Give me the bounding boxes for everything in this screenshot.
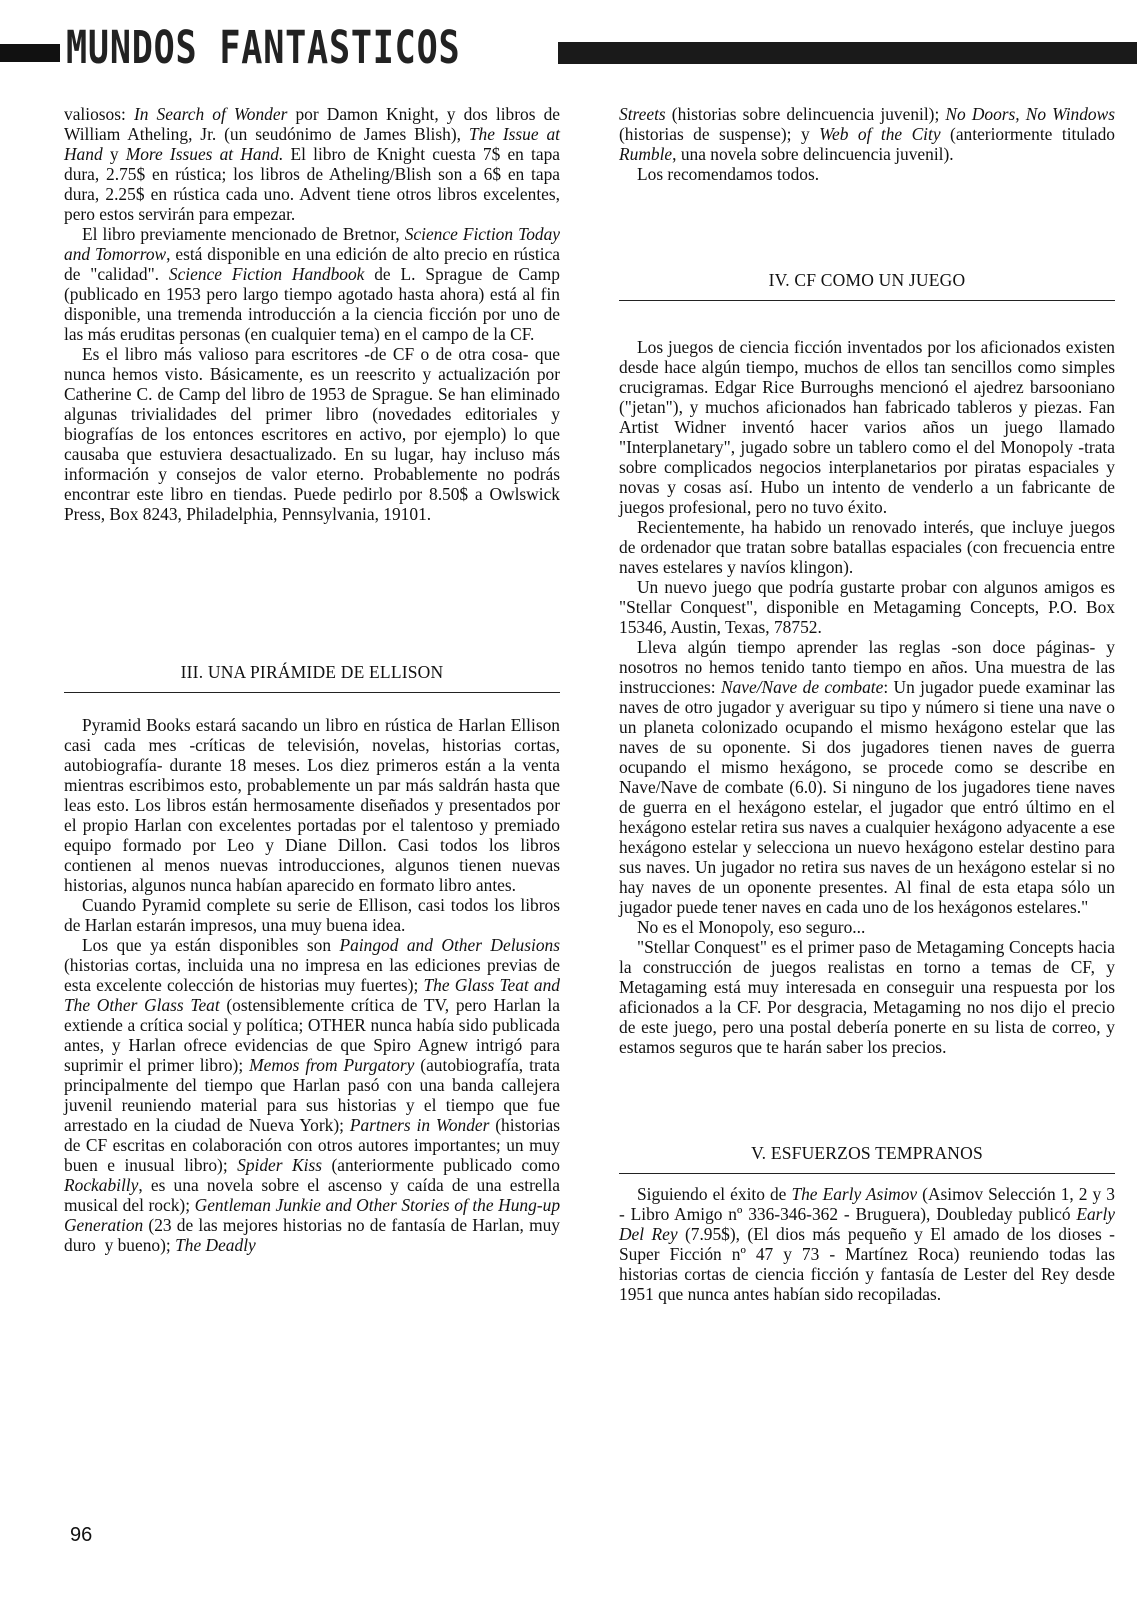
paragraph: Recientemente, ha habido un renovado interés, que incluye juegos de ordenador que tratan sobre batallas espaciales (con frecuencia entre naves estelares y navíos klingon). — [619, 517, 1115, 577]
section-heading: III. UNA PIRÁMIDE DE ELLISON — [180, 662, 444, 682]
paragraph: Lleva algún tiempo aprender las reglas -son doce páginas- y nosotros no hemos tenido tanto tiempo en años. Una muestra de las instrucciones: Nave/Nave de combate: Un jugador puede examinar las naves de otro jugador y averiguar su tipo y número si tiene una nave o un planeta colonizado ocupando el mismo hexágono estelar que las naves de su oponente. Si dos jugadores tienen naves de guerra ocupando el mismo hexágono, se procede como se describe en Nave/Nave de combate (6.0). Si ninguno de los jugadores tiene naves de guerra en el hexágono estelar, el jugador que entró último en el hexágono estelar retira sus naves a cualquier hexágono adyacente a ese hexágono estelar y selecciona un nuevo hexágono estelar destino para sus naves. Un jugador no retira sus naves de un hexágono estelar si no hay naves de un oponente presentes. Al final de esta etapa sólo un jugador puede tener naves en cada uno de los hexágonos estelares." — [619, 637, 1115, 917]
paragraph: Pyramid Books estará sacando un libro en rústica de Harlan Ellison casi cada mes -críticas de televisión, novelas, historias cortas, autobiografía- durante 18 meses. Los diez primeros están a la venta mientras escribimos esto, probablemente un par más saldrán hasta que leas esto. Los libros están hermosamente diseñados y presentados por el propio Harlan con excelentes portadas por el talentoso y premiado equipo formado por Leo y Diane Dillon. Casi todos los libros contienen al menos nuevas introducciones, algunos tienen nuevas historias, algunos nunca habían aparecido en formato libro antes. — [64, 715, 560, 895]
paragraph: "Stellar Conquest" es el primer paso de Metagaming Concepts hacia la construcción de juegos realistas en torno a temas de CF, y Metagaming está muy interesada en conseguir una respuesta por los aficionados a la CF. Por desgracia, Metagaming no nos dijo el precio de este juego, pero una postal debería ponerte en su lista de correo, y estamos seguros que te harán saber los precios. — [619, 937, 1115, 1057]
right-column — [619, 104, 1115, 1304]
page-number: 96 — [70, 1524, 93, 1546]
paragraph: Los recomendamos todos. — [637, 164, 820, 184]
paragraph: Streets (historias sobre delincuencia juvenil); No Doors, No Windows (historias de suspense); y Web of the City (anteriormente titulado Rumble, una novela sobre delincuencia juvenil). — [619, 104, 1115, 164]
paragraph: Un nuevo juego que podría gustarte probar con algunos amigos es "Stellar Conquest", disponible en Metagaming Concepts, P.O. Box 15346, Austin, Texas, 78752. — [619, 577, 1115, 637]
paragraph: Los juegos de ciencia ficción inventados por los aficionados existen desde hace algún tiempo, muchos de ellos tan sencillos como simples crucigramas. Edgar Rice Burroughs mencionó el ajedrez barsooniano ("jetan"), y muchos aficionados han fabricado tableros y piezas. Fan Artist Widner inventó hacer varios años un juego llamado "Interplanetary", jugado sobre un tablero como el del Monopoly -trata sobre complicados negocios interplanetarios por piratas espaciales y novas y cosas así. Hubo un intento de venderlo a un fabricante de juegos profesional, pero no tuvo éxito. — [619, 337, 1115, 517]
header-bar-left — [0, 44, 60, 62]
magazine-masthead: MUNDOS FANTASTICOS — [66, 21, 461, 74]
section-heading: V. ESFUERZOS TEMPRANOS — [751, 1143, 983, 1163]
paragraph: Los que ya están disponibles son Paingod and Other Delusions (historias cortas, incluida una no impresa en las ediciones previas de esta excelente colección de historias muy fuertes); The Glass Teat and The Other Glass Teat (ostensiblemente crítica de TV, pero Harlan la extiende a crítica social y política; OTHER nunca había sido publicada antes, y Harlan ofrece evidencias de que Spiro Agnew intrigó para suprimir el primer libro); Memos from Purgatory (autobiografía, trata principalmente del tiempo que Harlan pasó con una banda callejera juvenil reuniendo material para sus historias y el tiempo que fue arrestado en la ciudad de Nueva York); Partners in Wonder (historias de CF escritas en colaboración con otros autores importantes; un muy buen e inusual libro); Spider Kiss (anteriormente publicado como Rockabilly, es una novela sobre el ascenso y caída de una estrella musical del rock); Gentleman Junkie and Other Stories of the Hung-up Generation (23 de las mejores historias no de fantasía de Harlan, muy duro y bueno); The Deadly — [64, 935, 561, 1255]
paragraph: Es el libro más valioso para escritores -de CF o de otra cosa- que nunca hemos visto. Básicamente, es un reescrito y actualización por Catherine C. de Camp del libro de 1953 de Sprague. Se han eliminado algunas trivialidades del primer libro (novedades editoriales y biografías de los entonces escritores en activo, por ejemplo) lo que causaba que estuviera desactualizado. En su lugar, hay incluso más información y consejos de valor eterno. Probablemente no podrás encontrar este libro en tiendas. Puede pedirlo por 8.50$ a Owlswick Press, Box 8243, Philadelphia, Pennsylvania, 19101. — [64, 344, 560, 524]
paragraph: Siguiendo el éxito de The Early Asimov (Asimov Selección 1, 2 y 3 - Libro Amigo nº 336-346-362 - Bruguera), Doubleday publicó Early Del Rey (7.95$), (El dios más pequeño y El amado de los dioses - Super Ficción nº 47 y 73 - Martínez Roca) reuniendo todas las historias cortas de ciencia ficción y fantasía de Lester del Rey desde 1951 que nunca antes habían sido recopiladas. — [619, 1184, 1115, 1304]
section-heading: IV. CF COMO UN JUEGO — [768, 270, 966, 290]
paragraph: valiosos: In Search of Wonder por Damon Knight, y dos libros de William Atheling, Jr. (un seudónimo de James Blish), The Issue at Hand y More Issues at Hand. El libro de Knight cuesta 7$ en tapa dura, 2.75$ en rústica; los libros de Atheling/Blish son a 6$ en tapa dura, 2.25$ en rústica cada uno. Advent tiene otros libros excelentes, pero estos servirán para empezar. — [64, 104, 560, 224]
header-bar-right — [558, 42, 1137, 64]
paragraph: El libro previamente mencionado de Bretnor, Science Fiction Today and Tomorrow, está disponible en una edición de alto precio en rústica de "calidad". Science Fiction Handbook de L. Sprague de Camp (publicado en 1953 pero largo tiempo agotado hasta ahora) está al fin disponible, una tremenda introducción a la ciencia ficción por uno de las más eruditas personas (en cualquier tema) en el campo de la CF. — [64, 224, 560, 344]
paragraph: No es el Monopoly, eso seguro... — [637, 917, 866, 937]
paragraph: Cuando Pyramid complete su serie de Ellison, casi todos los libros de Harlan estarán impresos, una muy buena idea. — [64, 895, 560, 935]
left-column — [64, 104, 560, 1255]
